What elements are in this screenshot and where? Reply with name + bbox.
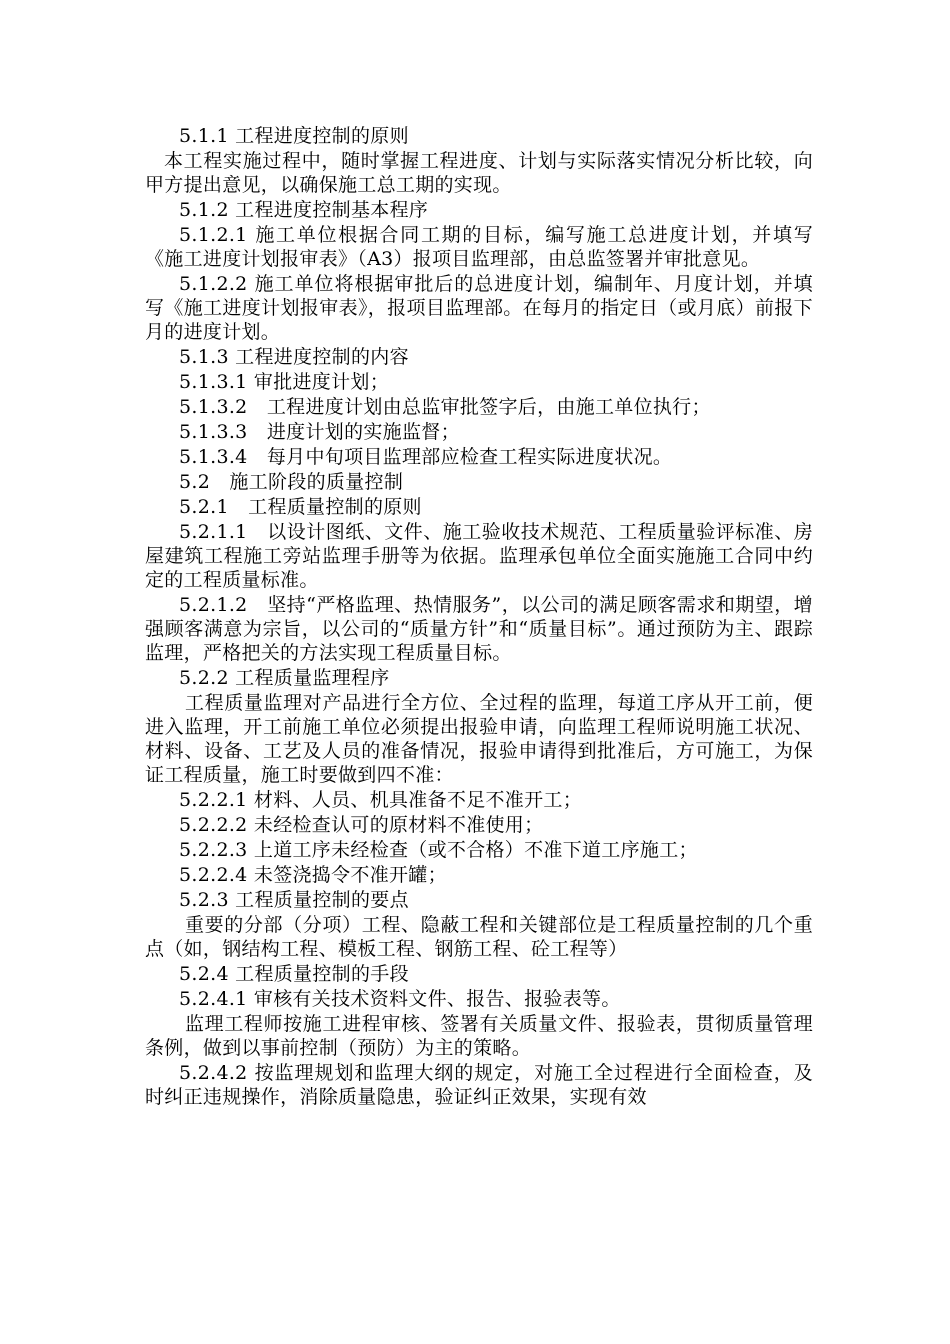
paragraph: 5.1.2.1 施工单位根据合同工期的目标，编写施工总进度计划，并填写《施工进度计划报审表》（A3）报项目监理部，由总监签署并审批意见。 [145,224,813,270]
paragraph: 5.2.2.2 未经检查认可的原材料不准使用； [179,814,544,836]
paragraph: 5.1.1 工程进度控制的原则 [179,125,409,147]
paragraph: 5.1.3.1 审批进度计划； [179,371,390,393]
paragraph: 工程质量监理对产品进行全方位、全过程的监理，每道工序从开工前，便进入监理，开工前施工单位必须提出报验申请，向监理工程师说明施工状况、材料、设备、工艺及人员的准备情况，报验申请得到批准后，方可施工，为保证工程质量，施工时要做到四不准： [145,692,813,786]
document-body [145,124,813,1110]
paragraph: 5.2.2.1 材料、人员、机具准备不足不准开工； [179,789,583,811]
paragraph: 5.2 施工阶段的质量控制 [179,471,404,493]
paragraph: 本工程实施过程中，随时掌握工程进度、计划与实际落实情况分析比较，向甲方提出意见，以确保施工总工期的实现。 [145,150,813,196]
paragraph: 5.2.2.4 未签浇捣令不准开罐； [179,864,447,886]
paragraph: 5.1.3 工程进度控制的内容 [179,346,409,368]
paragraph: 重要的分部（分项）工程、隐蔽工程和关键部位是工程质量控制的几个重点（如，钢结构工程、模板工程、钢筋工程、砼工程等） [145,914,813,960]
paragraph: 5.2.1.2 坚持“严格监理、热情服务”，以公司的满足顾客需求和期望，增强顾客满意为宗旨，以公司的“质量方针”和“质量目标”。通过预防为主、跟踪监理，严格把关的方法实现工程质量目标。 [145,594,813,664]
paragraph: 5.2.2 工程质量监理程序 [179,667,390,689]
paragraph: 5.2.1 工程质量控制的原则 [179,496,422,518]
paragraph: 5.1.3.4 每月中旬项目监理部应检查工程实际进度状况。 [179,446,673,468]
paragraph: 5.1.2 工程进度控制基本程序 [179,199,429,221]
paragraph: 5.1.2.2 施工单位将根据审批后的总进度计划，编制年、月度计划，并填写《施工进度计划报审表》，报项目监理部。在每月的指定日（或月底）前报下月的进度计划。 [145,273,813,343]
paragraph: 5.1.3.3 进度计划的实施监督； [179,421,460,443]
paragraph: 5.2.2.3 上道工序未经检查（或不合格）不准下道工序施工； [179,839,698,861]
paragraph: 5.2.3 工程质量控制的要点 [179,889,409,911]
paragraph: 5.2.4 工程质量控制的手段 [179,963,409,985]
paragraph: 5.2.4.1 审核有关技术资料文件、报告、报验表等。 [179,988,621,1010]
paragraph: 5.2.4.2 按监理规划和监理大纲的规定，对施工全过程进行全面检查，及时纠正违规操作，消除质量隐患，验证纠正效果，实现有效 [145,1062,813,1108]
paragraph: 5.1.3.2 工程进度计划由总监审批签字后，由施工单位执行； [179,396,711,418]
paragraph: 监理工程师按施工进程审核、签署有关质量文件、报验表，贯彻质量管理条例，做到以事前控制（预防）为主的策略。 [145,1013,813,1059]
paragraph: 5.2.1.1 以设计图纸、文件、施工验收技术规范、工程质量验评标准、房屋建筑工程施工旁站监理手册等为依据。监理承包单位全面实施施工合同中约定的工程质量标准。 [145,521,813,591]
